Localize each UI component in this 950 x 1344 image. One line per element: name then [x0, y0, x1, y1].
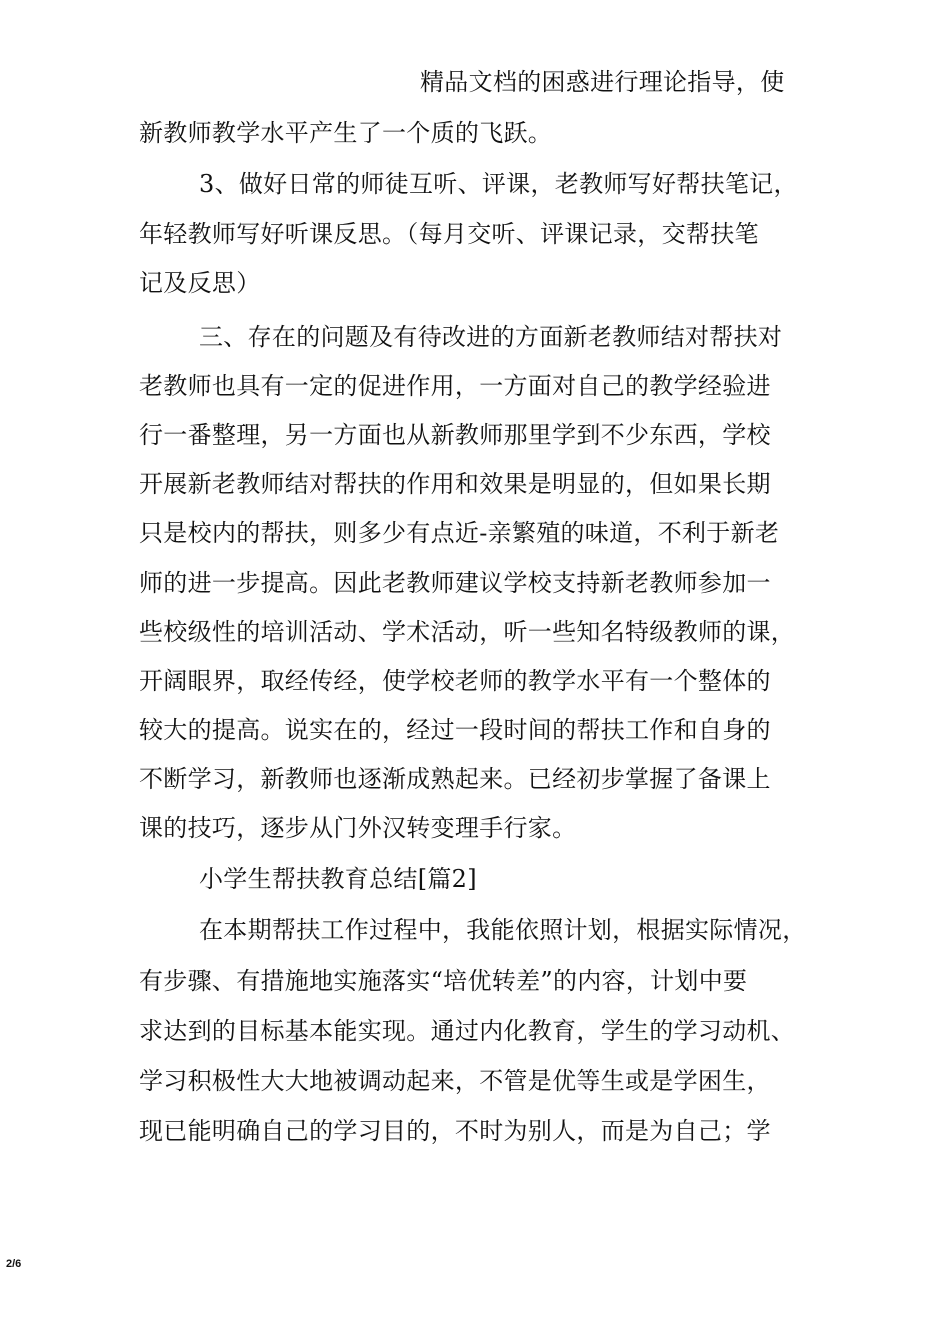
text-line-10: 只是校内的帮扶，则多少有点近-亲繁殖的味道，不利于新老: [139, 519, 780, 547]
text-line-2: 新教师教学水平产生了一个质的飞跃。: [139, 119, 553, 147]
text-line-12: 些校级性的培训活动、学术活动，听一些知名特级教师的课，: [139, 618, 796, 646]
text-line-5: 记及反思）: [139, 269, 261, 297]
text-line-9: 开展新老教师结对帮扶的作用和效果是明显的，但如果长期: [139, 470, 771, 498]
text-line-15: 不断学习，新教师也逐渐成熟起来。已经初步掌握了备课上: [139, 765, 771, 793]
text-line-7: 老教师也具有一定的促进作用，一方面对自己的教学经验进: [139, 372, 771, 400]
page-number: 2/6: [6, 1258, 22, 1270]
text-line-4: 年轻教师写好听课反思。（每月交听、评课记录，交帮扶笔: [139, 220, 759, 248]
text-line-22: 现已能明确自己的学习目的，不时为别人，而是为自己；学: [139, 1117, 771, 1145]
text-line-1: 精品文档的困惑进行理论指导，使: [420, 68, 785, 96]
text-line-14: 较大的提高。说实在的，经过一段时间的帮扶工作和自身的: [139, 716, 771, 744]
text-line-16: 课的技巧，逐步从门外汉转变理手行家。: [139, 814, 577, 842]
section-heading-text: 三、存在的问题及有待改进的方面新老教师结对帮扶对: [199, 323, 783, 351]
text-line-13: 开阔眼界，取经传经，使学校老师的教学水平有一个整体的: [139, 667, 771, 695]
article-title: 小学生帮扶教育总结[篇2]: [199, 865, 477, 893]
text-line-18: 在本期帮扶工作过程中，我能依照计划，根据实际情况，: [199, 916, 807, 944]
text-line-11: 师的进一步提高。因此老教师建议学校支持新老教师参加一: [139, 569, 771, 597]
text-line-8: 行一番整理，另一方面也从新教师那里学到不少东西，学校: [139, 421, 771, 449]
text-line-19: 有步骤、有措施地实施落实“培优转差”的内容，计划中要: [139, 967, 748, 995]
text-line-3: 3、做好日常的师徒互听、评课，老教师写好帮扶笔记，: [199, 170, 798, 198]
text-line-21: 学习积极性大大地被调动起来，不管是优等生或是学困生，: [139, 1067, 771, 1095]
text-line-20: 求达到的目标基本能实现。通过内化教育，学生的学习动机、: [139, 1017, 796, 1045]
